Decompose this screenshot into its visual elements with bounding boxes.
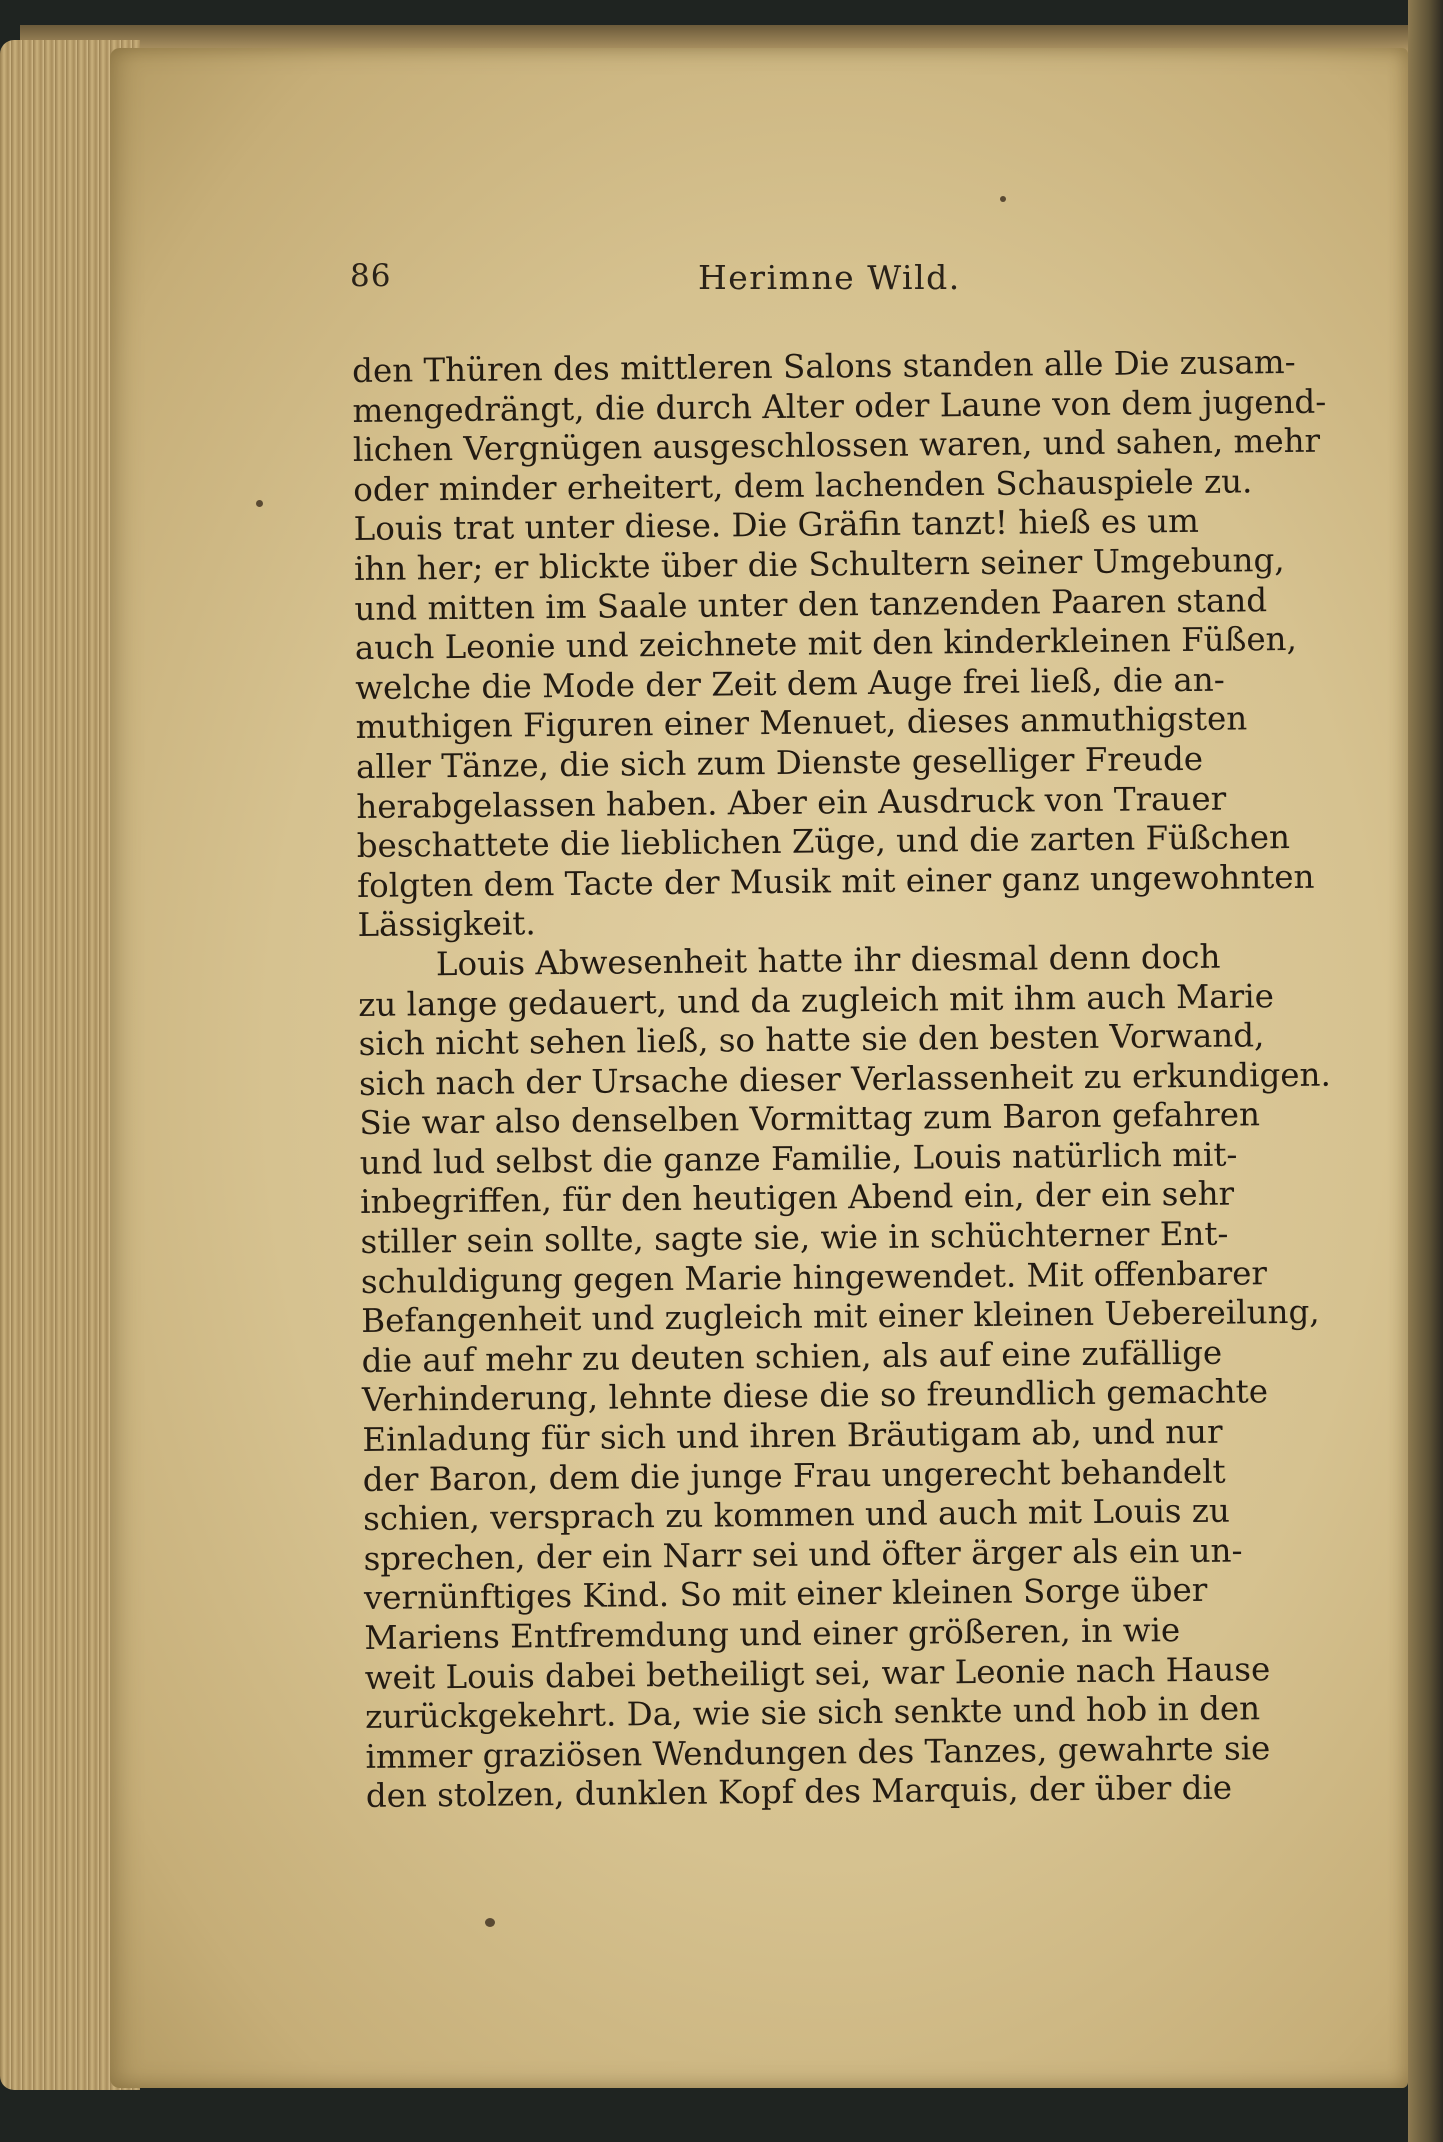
- page-number: 86: [350, 258, 392, 294]
- text-line: mengedrängt, die durch Alter oder Laune von dem jugend-: [352, 382, 1327, 430]
- text-line: muthigen Figuren einer Menuet, dieses anmuthigsten: [355, 699, 1248, 747]
- text-line: beschattete die lieblichen Züge, und die zarten Füßchen: [356, 818, 1291, 866]
- text-line: Sie war also denselben Vormittag zum Baron gefahren: [359, 1095, 1261, 1143]
- text-line: folgten dem Tacte der Musik mit einer ganz ungewohnten: [356, 857, 1315, 905]
- text-line: herabgelassen haben. Aber ein Ausdruck von Trauer: [356, 779, 1227, 826]
- text-line: der Baron, dem die junge Frau ungerecht behandelt: [362, 1452, 1226, 1499]
- text-line: Verhinderung, lehnte diese die so freundlich gemachte: [361, 1372, 1269, 1420]
- text-line: den Thüren des mittleren Salons standen alle Die zusam-: [352, 342, 1296, 390]
- text-line: die auf mehr zu deuten schien, als auf eine zufällige: [361, 1333, 1223, 1380]
- text-line: aller Tänze, die sich zum Dienste geselliger Freude: [355, 739, 1204, 786]
- page-header: [350, 258, 1350, 308]
- text-line: ihn her; er blickte über die Schultern seiner Umgebung,: [353, 541, 1285, 588]
- text-line: Lässigkeit.: [357, 904, 536, 945]
- book-spine-shadow: [1408, 0, 1443, 2142]
- text-line: schien, versprach zu kommen und auch mit Louis zu: [363, 1491, 1231, 1539]
- text-line: oder minder erheitert, dem lachenden Schauspiele zu.: [353, 462, 1253, 509]
- text-line: sich nach der Ursache dieser Verlassenheit zu erkundigen.: [358, 1055, 1331, 1103]
- paragraph-start-line: Louis Abwesenheit hatte ihr diesmal denn doch: [435, 937, 1221, 984]
- text-line: sprechen, der ein Narr sei und öfter ärger als ein un-: [363, 1531, 1243, 1578]
- text-line: stiller sein sollte, sagte sie, wie in schüchterner Ent-: [360, 1214, 1229, 1262]
- running-title: Herimne Wild.: [698, 258, 961, 297]
- body-text: [352, 342, 1331, 1817]
- text-line: und mitten im Saale unter den tanzenden Paaren stand: [354, 580, 1268, 628]
- text-line: den stolzen, dunklen Kopf des Marquis, der über die: [365, 1768, 1233, 1816]
- paper-speck: [1000, 196, 1006, 202]
- paper-speck: [256, 500, 263, 507]
- text-line: welche die Mode der Zeit dem Auge frei ließ, die an-: [355, 660, 1225, 707]
- text-line: auch Leonie und zeichnete mit den kinderkleinen Füßen,: [354, 620, 1298, 668]
- text-line: und lud selbst die ganze Familie, Louis natürlich mit-: [359, 1135, 1238, 1182]
- text-line: vernünftiges Kind. So mit einer kleinen Sorge über: [363, 1571, 1208, 1618]
- text-line: Mariens Entfremdung und einer größeren, in wie: [364, 1611, 1181, 1657]
- text-line: weit Louis dabei betheiligt sei, war Leonie nach Hause: [364, 1649, 1271, 1697]
- text-line: inbegriffen, für den heutigen Abend ein, der ein sehr: [359, 1175, 1235, 1222]
- text-line: schuldigung gegen Marie hingewendet. Mit offenbarer: [360, 1253, 1268, 1301]
- text-line: Louis trat unter diese. Die Gräfin tanzt! hieß es um: [353, 502, 1200, 549]
- text-line: zurückgekehrt. Da, wie sie sich senkte und hob in den: [364, 1689, 1261, 1737]
- text-line: lichen Vergnügen ausgeschlossen waren, und sahen, mehr: [352, 421, 1321, 470]
- text-line: zu lange gedauert, und da zugleich mit ihm auch Marie: [358, 976, 1275, 1024]
- paper-speck: [485, 1918, 495, 1927]
- text-line: immer graziösen Wendungen des Tanzes, gewahrte sie: [365, 1729, 1271, 1776]
- text-line: Einladung für sich und ihren Bräutigam ab, und nur: [362, 1412, 1223, 1459]
- text-line: Befangenheit und zugleich mit einer kleinen Uebereilung,: [361, 1293, 1320, 1341]
- text-line: sich nicht sehen ließ, so hatte sie den besten Vorwand,: [358, 1016, 1265, 1064]
